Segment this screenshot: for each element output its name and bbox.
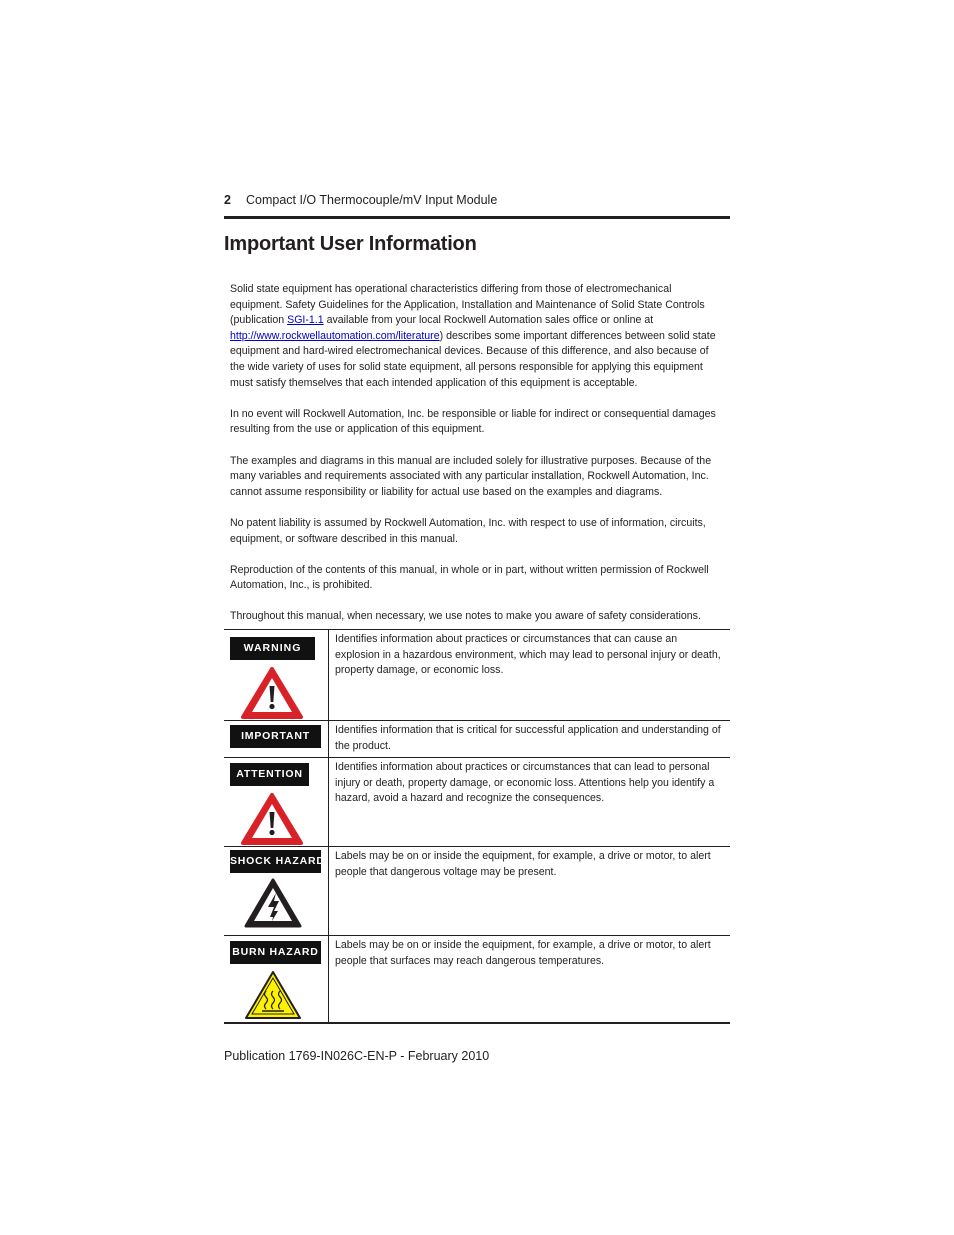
- sgi-link[interactable]: SGI-1.1: [287, 314, 324, 327]
- burn-hazard-icon: [243, 969, 303, 1021]
- important-label: IMPORTANT: [230, 725, 321, 748]
- burn-hazard-description: Labels may be on or inside the equipment, for example, a drive or motor, to alert people that surfaces may reach dangerous temperatures.: [329, 936, 731, 1023]
- important-description: Identifies information that is critical for successful application and understanding of the product.: [329, 721, 731, 758]
- paragraph-patent: No patent liability is assumed by Rockwell Automation, Inc. with respect to use of information, circuits, equipment, or software described in this manual.: [230, 516, 706, 545]
- attention-description: Identifies information about practices or circumstances that can lead to personal injury or death, property damage, or economic loss. Attentions help you identify a hazard, avoid a hazard and recognize the consequences.: [329, 758, 731, 847]
- note-row-burn-hazard: [224, 936, 730, 1023]
- paragraph-reproduction: Reproduction of the contents of this manual, in whole or in part, without written permission of Rockwell Automation, Inc., is prohibited.: [230, 563, 709, 592]
- safety-notes-table: [224, 629, 730, 1024]
- warning-label: WARNING: [230, 637, 315, 660]
- shock-hazard-label: SHOCK HAZARD: [230, 850, 321, 873]
- attention-triangle-icon: [240, 792, 304, 846]
- body-text: [230, 282, 722, 641]
- shock-hazard-icon: [243, 877, 303, 929]
- running-header: [224, 192, 730, 219]
- warning-description: Identifies information about practices or circumstances that can cause an explosion in a hazardous environment, which may lead to personal injury or death, property damage, or economic loss.: [329, 630, 731, 721]
- note-row-attention: [224, 758, 730, 847]
- shock-hazard-description: Labels may be on or inside the equipment, for example, a drive or motor, to alert people that dangerous voltage may be present.: [329, 847, 731, 936]
- page-title: Important User Information: [224, 233, 477, 255]
- header-title: Compact I/O Thermocouple/mV Input Module: [246, 193, 498, 207]
- paragraph-liability: In no event will Rockwell Automation, Inc. be responsible or liable for indirect or consequential damages resulting from the use or application of this equipment.: [230, 407, 716, 436]
- paragraph-notes-intro: Throughout this manual, when necessary, we use notes to make you aware of safety considerations.: [230, 610, 701, 623]
- note-row-shock-hazard: [224, 847, 730, 936]
- publication-footer: Publication 1769-IN026C-EN-P - February 2010: [224, 1049, 490, 1063]
- paragraph-solid-state: Solid state equipment has operational characteristics differing from those of electromechanical equipment. Safety Guidelines for the Application, Installation and Maintenance of Solid State Controls (publication SGI-1.1 available from your local Rockwell Automation sales office or online at http://www.rockwellautomation.com/literature) describes some important differences between solid state equipment and hard-wired electromechanical devices. Because of this difference, and also because of the wide variety of uses for solid state equipment, all persons responsible for applying this equipment must satisfy themselves that each intended application of this equipment is acceptable.: [230, 283, 716, 389]
- paragraph-examples: The examples and diagrams in this manual are included solely for illustrative purposes. Because of the many variables and requirements associated with any particular installation, Rockwell Automation, Inc. cannot assume responsibility or liability for actual use based on the examples and diagrams.: [230, 454, 712, 498]
- burn-hazard-label: BURN HAZARD: [230, 941, 321, 964]
- note-row-warning: [224, 630, 730, 721]
- literature-link[interactable]: http://www.rockwellautomation.com/literature: [230, 329, 440, 342]
- attention-label: ATTENTION: [230, 763, 309, 786]
- note-row-important: [224, 721, 730, 758]
- warning-triangle-icon: [240, 666, 304, 720]
- page-number: 2: [224, 193, 231, 207]
